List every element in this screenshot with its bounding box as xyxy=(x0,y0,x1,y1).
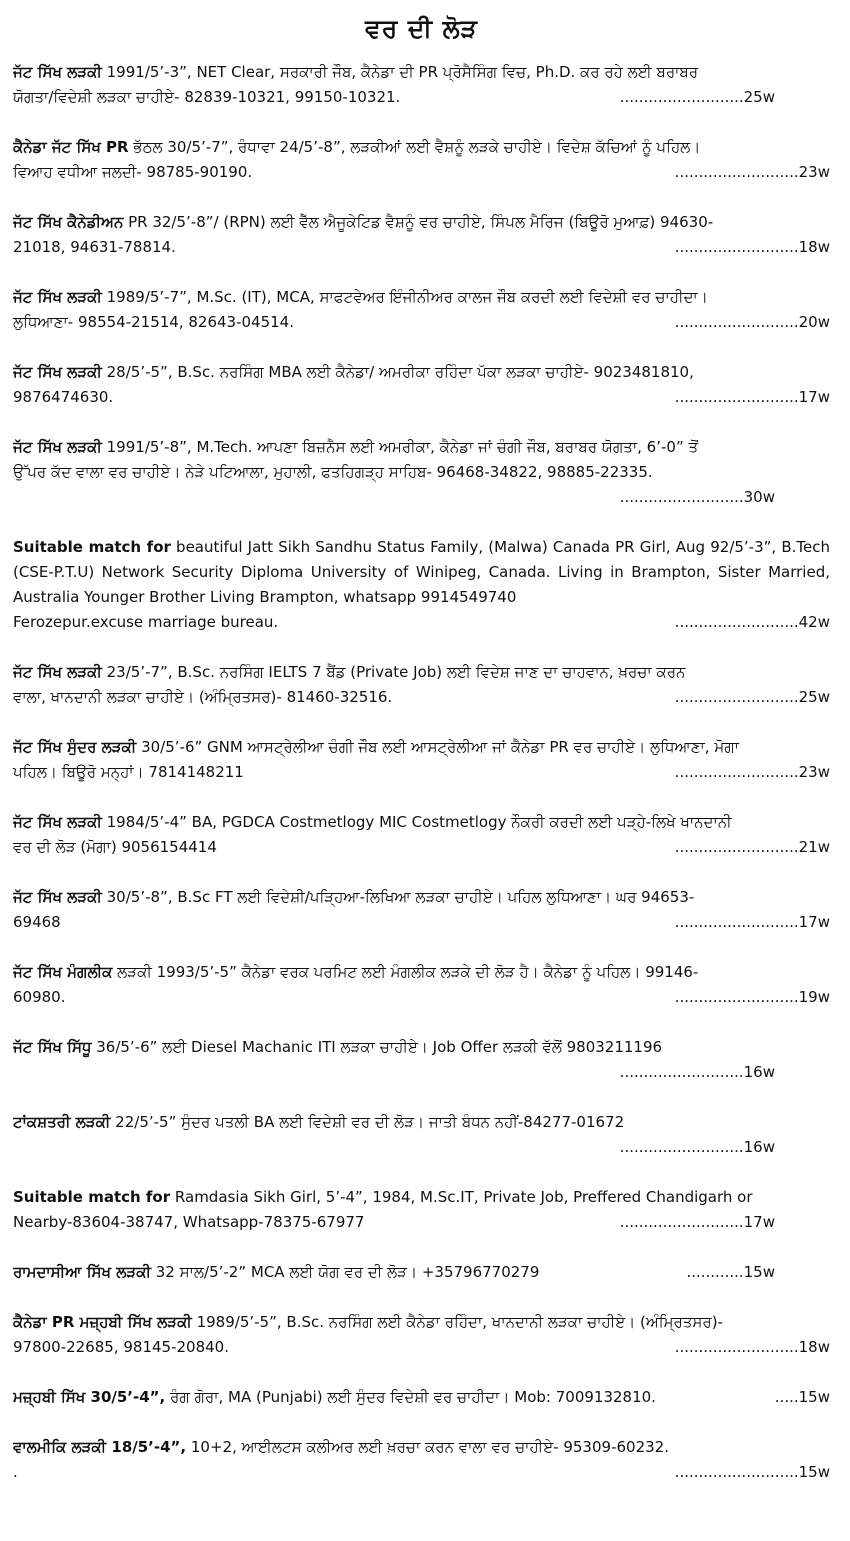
ad-code: ..........................25w xyxy=(619,88,775,106)
ad-text: ਯੋਗਤਾ/ਵਿਦੇਸ਼ੀ ਲੜਕਾ ਚਾਹੀਏ- 82839-10321, 99150-10321. xyxy=(13,88,401,106)
ad-heading: ਜੱਟ ਸਿੱਖ ਕੈਨੇਡੀਅਨ xyxy=(13,213,124,231)
ad-code: ..........................23w xyxy=(674,163,830,181)
matrimonial-ad xyxy=(13,1385,830,1410)
ad-text: 23/5’-7”, B.Sc. ਨਰਸਿੰਗ IELTS 7 ਬੈਂਡ (Private Job) ਲਈ ਵਿਦੇਸ਼ ਜਾਣ ਦਾ ਚਾਹਵਾਨ, ਖ਼ਰਚਾ ਕਰਨ xyxy=(101,663,686,681)
matrimonial-ad xyxy=(13,1435,830,1485)
matrimonial-ad xyxy=(13,960,830,1010)
matrimonial-ad xyxy=(13,885,830,935)
ad-code: ..........................17w xyxy=(619,1213,775,1231)
ad-heading: ਜੱਟ ਸਿੱਖ ਲੜਕੀ xyxy=(13,888,102,906)
ad-heading: ਜੱਟ ਸਿੱਖ ਲੜਕੀ xyxy=(13,288,102,306)
ad-text: beautiful Jatt Sikh Sandhu Status Family, (Malwa) Canada PR Girl, Aug 92/5’-3”, B.Tech (CSE-P.T.U) Network Security Diploma University of Winipeg, Canada. Living in Brampton, Sister Married, Australia Younger Brother Living Brampton, whatsapp 9914549740 xyxy=(13,538,830,606)
ad-text: 21018, 94631-78814. xyxy=(13,238,176,256)
matrimonial-ad xyxy=(13,1110,830,1160)
ad-text: ਰੰਗ ਗੋਰਾ, MA (Punjabi) ਲਈ ਸੁੰਦਰ ਵਿਦੇਸ਼ੀ ਵਰ ਚਾਹੀਦਾ। Mob: 7009132810. xyxy=(165,1388,656,1406)
matrimonial-ad xyxy=(13,535,830,635)
ad-text: 1989/5’-5”, B.Sc. ਨਰਸਿੰਗ ਲਈ ਕੈਨੇਡਾ ਰਹਿੰਦਾ, ਖਾਨਦਾਨੀ ਲੜਕਾ ਚਾਹੀਏ। (ਅੰਮ੍ਰਿਤਸਰ)- xyxy=(191,1313,723,1331)
ad-code: ..........................21w xyxy=(674,838,830,856)
ad-code: ..........................30w xyxy=(619,488,775,506)
ad-text: 10+2, ਆਈਲਟਸ ਕਲੀਅਰ ਲਈ ਖ਼ਰਚਾ ਕਰਨ ਵਾਲਾ ਵਰ ਚਾਹੀਏ- 95309-60232. xyxy=(186,1438,669,1456)
matrimonial-ad xyxy=(13,135,830,185)
matrimonial-ad xyxy=(13,1185,830,1235)
matrimonial-ad xyxy=(13,360,830,410)
ad-code: ..........................42w xyxy=(674,613,830,631)
ad-code: ..........................23w xyxy=(674,763,830,781)
ad-code: ..........................18w xyxy=(674,238,830,256)
ad-text: 1989/5’-7”, M.Sc. (IT), MCA, ਸਾਫਟਵੇਅਰ ਇੰਜੀਨੀਅਰ ਕਾਲਜ ਜੌਬ ਕਰਦੀ ਲਈ ਵਿਦੇਸ਼ੀ ਵਰ ਚਾਹੀਦਾ। xyxy=(101,288,708,306)
ad-heading: Suitable match for xyxy=(13,1188,171,1206)
ad-code: ..........................20w xyxy=(674,313,830,331)
ad-text: 32 ਸਾਲ/5’-2” MCA ਲਈ ਯੋਗ ਵਰ ਦੀ ਲੋੜ। +35796770279 xyxy=(150,1263,540,1281)
ad-text: 22/5’-5” ਸੁੰਦਰ ਪਤਲੀ BA ਲਈ ਵਿਦੇਸ਼ੀ ਵਰ ਦੀ ਲੋੜ। ਜਾਤੀ ਬੰਧਨ ਨਹੀਂ-84277-01672 xyxy=(110,1113,625,1131)
matrimonial-ad xyxy=(13,285,830,335)
ad-code: ..........................19w xyxy=(674,988,830,1006)
ad-text: Ramdasia Sikh Girl, 5’-4”, 1984, M.Sc.IT, Private Job, Preffered Chandigarh or xyxy=(170,1188,753,1206)
ad-code: ..........................17w xyxy=(674,388,830,406)
ad-heading: ਵਾਲਮੀਕਿ ਲੜਕੀ 18/5’-4”, xyxy=(13,1438,187,1456)
ad-text: . xyxy=(13,1463,18,1481)
matrimonial-ad xyxy=(13,810,830,860)
ad-heading: ਟਾਂਕਸ਼ਤਰੀ ਲੜਕੀ xyxy=(13,1113,111,1131)
ad-text: PR 32/5’-8”/ (RPN) ਲਈ ਵੈੱਲ ਐਜੂਕੇਟਿਡ ਵੈਸ਼ਨੂੰ ਵਰ ਚਾਹੀਏ, ਸਿੰਪਲ ਮੈਰਿਜ (ਬਿਊਰੋ ਮੁਆਫ਼) 94630- xyxy=(123,213,714,231)
ad-text: 60980. xyxy=(13,988,66,1006)
ad-heading: ਜੱਟ ਸਿੱਖ ਲੜਕੀ xyxy=(13,438,102,456)
ad-text: ਉੱਪਰ ਕੱਦ ਵਾਲਾ ਵਰ ਚਾਹੀਏ। ਨੇੜੇ ਪਟਿਆਲਾ, ਮੁਹਾਲੀ, ਫਤਹਿਗੜ੍ਹ ਸਾਹਿਬ- 96468-34822, 98885-22335. xyxy=(13,463,653,481)
ad-text: ਲੜਕੀ 1993/5’-5” ਕੈਨੇਡਾ ਵਰਕ ਪਰਮਿਟ ਲਈ ਮੰਗਲੀਕ ਲੜਕੇ ਦੀ ਲੋੜ ਹੈ। ਕੈਨੇਡਾ ਨੂੰ ਪਹਿਲ। 99146- xyxy=(112,963,699,981)
ad-text: Ferozepur.excuse marriage bureau. xyxy=(13,613,279,631)
ad-text: ਵਿਆਹ ਵਧੀਆ ਜਲਦੀ- 98785-90190. xyxy=(13,163,253,181)
ad-code: ..........................17w xyxy=(674,913,830,931)
matrimonial-ad xyxy=(13,60,830,110)
matrimonial-ad xyxy=(13,735,830,785)
ad-heading: ਜੱਟ ਸਿੱਖ ਲੜਕੀ xyxy=(13,63,102,81)
matrimonial-ad xyxy=(13,1035,830,1085)
ad-text: ਵਰ ਦੀ ਲੋੜ (ਮੋਗਾ) 9056154414 xyxy=(13,838,217,856)
ad-text: 36/5’-6” ਲਈ Diesel Machanic ITI ਲੜਕਾ ਚਾਹੀਏ। Job Offer ਲੜਕੀ ਵੱਲੋਂ 9803211196 xyxy=(91,1038,663,1056)
ad-text: ਲੁਧਿਆਣਾ- 98554-21514, 82643-04514. xyxy=(13,313,294,331)
ad-code: ..........................15w xyxy=(674,1463,830,1481)
ad-heading: ਕੈਨੇਡਾ ਜੱਟ ਸਿੱਖ PR xyxy=(13,138,129,156)
ad-heading: ਜੱਟ ਸਿੱਖ ਲੜਕੀ xyxy=(13,363,102,381)
matrimonial-ad xyxy=(13,660,830,710)
ad-heading: ਜੱਟ ਸਿੱਖ ਸੁੰਦਰ ਲੜਕੀ xyxy=(13,738,137,756)
ad-heading: ਜੱਟ ਸਿੱਖ ਲੜਕੀ xyxy=(13,663,102,681)
ad-text: 69468 xyxy=(13,913,61,931)
page-title: ਵਰ ਦੀ ਲੋੜ xyxy=(365,14,478,43)
ad-text: ਭੱਠਲ 30/5’-7”, ਰੰਧਾਵਾ 24/5’-8”, ਲੜਕੀਆਂ ਲਈ ਵੈਸ਼ਨੂੰ ਲੜਕੇ ਚਾਹੀਏ। ਵਿਦੇਸ਼ ਕੱਚਿਆਂ ਨੂੰ ਪਹਿਲ। xyxy=(128,138,701,156)
ad-text: 1991/5’-3”, NET Clear, ਸਰਕਾਰੀ ਜੌਬ, ਕੈਨੇਡਾ ਦੀ PR ਪ੍ਰੋਸੈਸਿੰਗ ਵਿਚ, Ph.D. ਕਰ ਰਹੇ ਲਈ ਬਰਾਬਰ xyxy=(101,63,699,81)
matrimonial-ad xyxy=(13,1260,830,1285)
ad-text: 1984/5’-4” BA, PGDCA Costmetlogy MIC Costmetlogy ਨੌਕਰੀ ਕਰਦੀ ਲਈ ਪੜ੍ਹੇ-ਲਿਖੇ ਖਾਨਦਾਨੀ xyxy=(101,813,732,831)
ad-heading: Suitable match for xyxy=(13,538,171,556)
ad-heading: ਕੈਨੇਡਾ PR ਮਜ਼੍ਹਬੀ ਸਿੱਖ ਲੜਕੀ xyxy=(13,1313,192,1331)
ad-text: 28/5’-5”, B.Sc. ਨਰਸਿੰਗ MBA ਲਈ ਕੈਨੇਡਾ/ ਅਮਰੀਕਾ ਰਹਿੰਦਾ ਪੱਕਾ ਲੜਕਾ ਚਾਹੀਏ- 9023481810, xyxy=(101,363,694,381)
ad-heading: ਜੱਟ ਸਿੱਖ ਲੜਕੀ xyxy=(13,813,102,831)
ad-code: ..........................18w xyxy=(674,1338,830,1356)
ad-heading: ਰਾਮਦਾਸੀਆ ਸਿੱਖ ਲੜਕੀ xyxy=(13,1263,151,1281)
ad-code: ..........................25w xyxy=(674,688,830,706)
ad-heading: ਮਜ਼੍ਹਬੀ ਸਿੱਖ 30/5’-4”, xyxy=(13,1388,166,1406)
ad-text: 9876474630. xyxy=(13,388,114,406)
ad-code: .....15w xyxy=(774,1388,830,1406)
matrimonial-ad xyxy=(13,210,830,260)
ad-text: Nearby-83604-38747, Whatsapp-78375-67977 xyxy=(13,1213,365,1231)
matrimonial-ad xyxy=(13,435,830,510)
ad-text: 97800-22685, 98145-20840. xyxy=(13,1338,229,1356)
ad-text: ਪਹਿਲ। ਬਿਊਰੋ ਮਨ੍ਹਾਂ। 7814148211 xyxy=(13,763,244,781)
ad-text: 1991/5’-8”, M.Tech. ਆਪਣਾ ਬਿਜ਼ਨੈਸ ਲਈ ਅਮਰੀਕਾ, ਕੈਨੇਡਾ ਜਾਂ ਚੰਗੀ ਜੌਬ, ਬਰਾਬਰ ਯੋਗਤਾ, 6’-0” ਤੋਂ xyxy=(101,438,699,456)
ad-code: ..........................16w xyxy=(619,1138,775,1156)
ad-text: ਵਾਲਾ, ਖਾਨਦਾਨੀ ਲੜਕਾ ਚਾਹੀਏ। (ਅੰਮ੍ਰਿਤਸਰ)- 81460-32516. xyxy=(13,688,393,706)
ad-text: 30/5’-6” GNM ਆਸਟ੍ਰੇਲੀਆ ਚੰਗੀ ਜੌਬ ਲਈ ਆਸਟ੍ਰੇਲੀਆ ਜਾਂ ਕੈਨੇਡਾ PR ਵਰ ਚਾਹੀਏ। ਲੁਧਿਆਣਾ, ਮੋਗਾ xyxy=(136,738,739,756)
ad-code: ............15w xyxy=(686,1263,775,1281)
ad-heading: ਜੱਟ ਸਿੱਖ ਮੰਗਲੀਕ xyxy=(13,963,113,981)
ad-heading: ਜੱਟ ਸਿੱਖ ਸਿੱਧੂ xyxy=(13,1038,92,1056)
ad-code: ..........................16w xyxy=(619,1063,775,1081)
ad-text: 30/5’-8”, B.Sc FT ਲਈ ਵਿਦੇਸ਼ੀ/ਪੜ੍ਹਿਆ-ਲਿਖਿਆ ਲੜਕਾ ਚਾਹੀਏ। ਪਹਿਲ ਲੁਧਿਆਣਾ। ਘਰ 94653- xyxy=(101,888,695,906)
matrimonial-ad xyxy=(13,1310,830,1360)
